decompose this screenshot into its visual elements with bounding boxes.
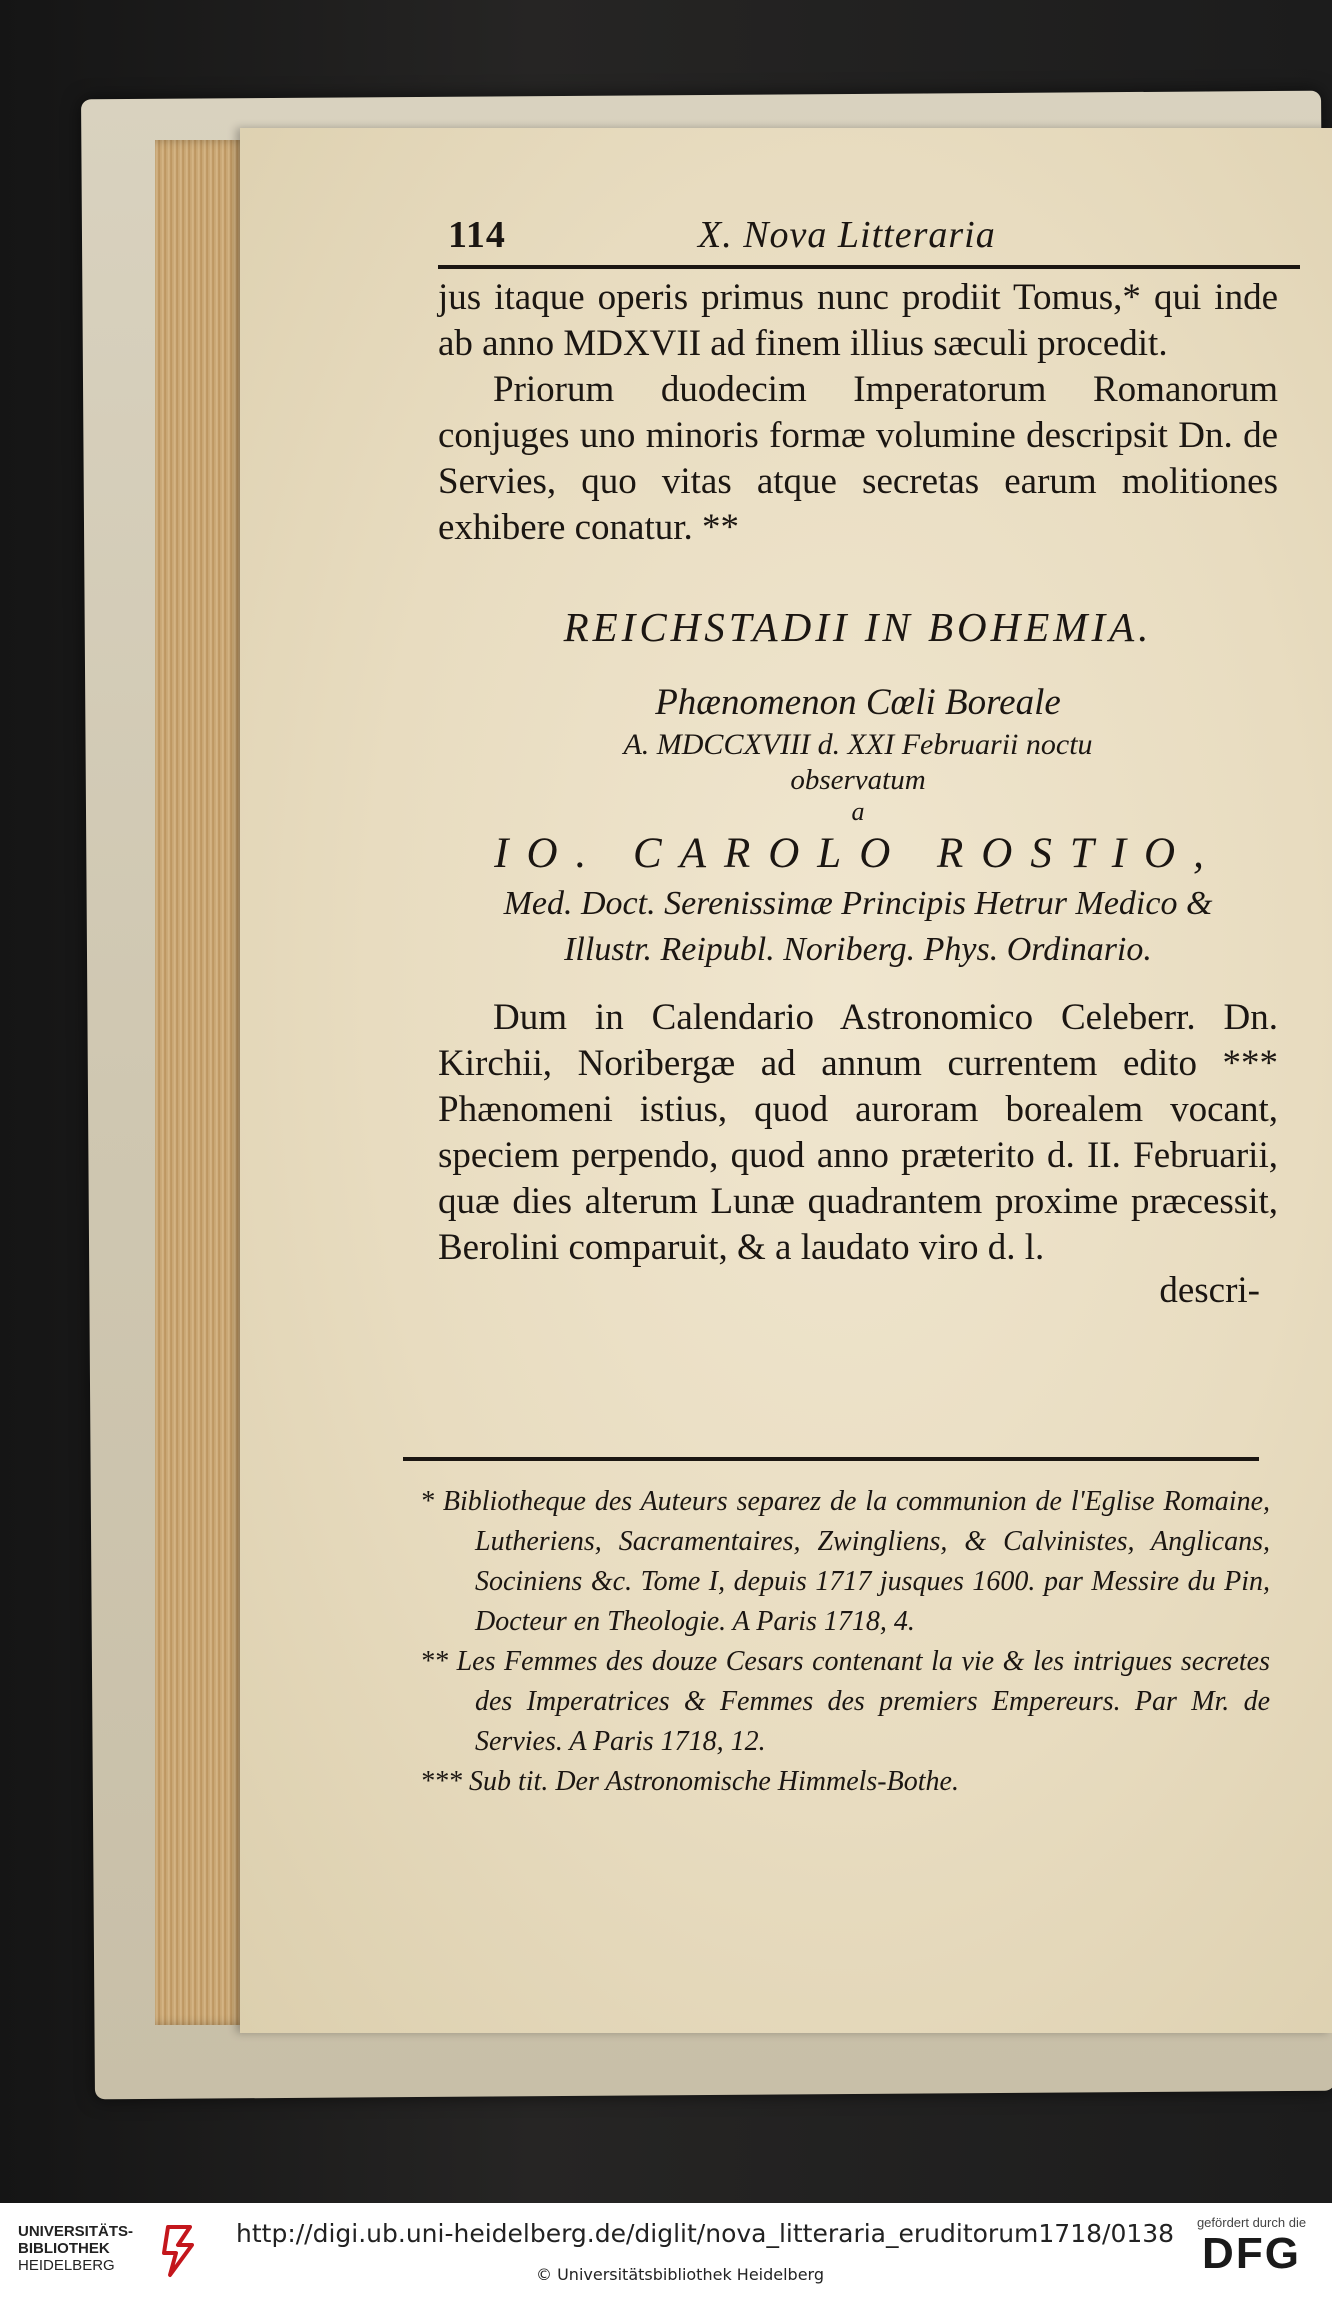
observation-a: a xyxy=(851,797,865,826)
observation-date: A. MDCCXVIII d. XXI Februarii noctu xyxy=(623,728,1093,761)
footnote-3: *** Sub tit. Der Astronomische Himmels-Bothe. xyxy=(420,1766,959,1797)
logo-line-2: BIBLIOTHEK xyxy=(18,2240,110,2257)
observation-observed: observatum xyxy=(790,764,926,796)
observation-title: Phænomenon Cœli Boreale xyxy=(655,682,1061,723)
footnotes xyxy=(420,1482,1270,1802)
observer-name: IO. CAROLO ROSTIO, xyxy=(494,830,1222,877)
footnote-2: ** Les Femmes des douze Cesars contenant la vie & les intrigues secretes des Imperatrices & Femmes des premiers Empereurs. Par Mr. de Servies. A Paris 1718, 12. xyxy=(420,1646,1270,1757)
dfg-logo[interactable] xyxy=(1184,2215,1319,2278)
running-title: X. Nova Litteraria xyxy=(698,214,996,256)
observer-description-2: Illustr. Reipubl. Noriberg. Phys. Ordinario. xyxy=(564,931,1152,968)
header-rule xyxy=(438,265,1300,269)
logo-line-1: UNIVERSITÄTS- xyxy=(18,2223,134,2240)
paragraph-1: jus itaque operis primus nunc prodiit Tomus,* qui inde ab anno MDXVII ad finem illius sæculi procedit. xyxy=(438,277,1278,364)
permalink-url[interactable]: http://digi.ub.uni-heidelberg.de/diglit/nova_litteraria_eruditorum1718/0138 xyxy=(236,2219,1175,2248)
paragraph-3: Dum in Calendario Astronomico Celeberr. Dn. Kirchii, Noribergæ ad annum currentem edito *** Phænomeni istius, quod auroram borealem vocant, speciem perpendo, quod anno præterito d. II. Februarii, quæ dies alterum Lunæ quadrantem proxime præcessit, Berolini comparuit, & a laudato viro d. l. xyxy=(438,997,1278,1268)
funder-logo-text: DFG xyxy=(1202,2229,1301,2278)
library-emblem-icon xyxy=(160,2223,200,2279)
footnote-1: * Bibliotheque des Auteurs separez de la communion de l'Eglise Romaine, Lutheriens, Sacramentaires, Zwingliens, & Calvinistes, Anglicans, Sociniens &c. Tome I, depuis 1717 jusques 1600. par Messire du Pin, Docteur en Theologie. A Paris 1718, 4. xyxy=(420,1486,1270,1637)
copyright-notice: © Universitätsbibliothek Heidelberg xyxy=(536,2265,825,2284)
page-text xyxy=(438,205,1278,1311)
page-number: 114 xyxy=(448,214,506,256)
observer-description-1: Med. Doct. Serenissimæ Principis Hetrur Medico & xyxy=(503,885,1213,922)
section-heading: REICHSTADII IN BOHEMIA. xyxy=(563,604,1153,650)
viewer-footer xyxy=(0,2203,1332,2298)
funder-caption: gefördert durch die xyxy=(1196,2215,1307,2230)
footnote-rule xyxy=(403,1457,1259,1461)
university-library-logo[interactable] xyxy=(18,2223,228,2283)
logo-line-3: HEIDELBERG xyxy=(18,2257,115,2274)
page-header xyxy=(438,205,1278,265)
paragraph-2: Priorum duodecim Imperatorum Romanorum conjuges uno minoris formæ volumine descripsit Dn. de Servies, quo vitas atque secretas earum molitiones exhibere conatur. ** xyxy=(438,369,1278,548)
catchword: descri- xyxy=(1159,1270,1260,1311)
page-edges xyxy=(155,140,250,2025)
